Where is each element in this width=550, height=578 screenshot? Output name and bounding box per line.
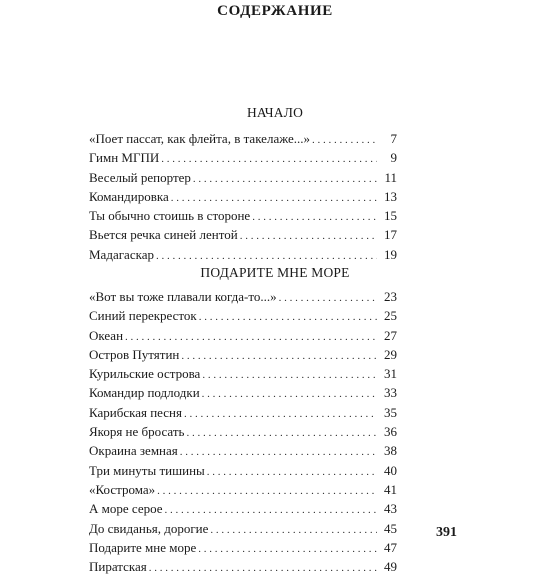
toc-entry-title: «Поет пассат, как флейта, в такелаже...» — [89, 131, 311, 146]
toc-leader-dots — [279, 289, 377, 308]
toc-entry-page: 33 — [384, 385, 397, 401]
toc-entry-title: Веселый репортер — [89, 169, 191, 185]
toc-entry-page: 43 — [384, 501, 397, 517]
toc-leader-dots — [157, 482, 377, 501]
toc-entry-title: Карибская песня — [89, 404, 182, 420]
toc-entry-title: Якоря не бросать — [89, 424, 185, 440]
toc-entry-page: 31 — [384, 366, 397, 382]
toc-entry-title: Ты обычно стоишь в стороне — [89, 208, 251, 224]
toc-entry-page: 49 — [384, 559, 397, 575]
toc-entry — [89, 499, 397, 518]
toc-entry-page: 41 — [384, 481, 397, 497]
toc-entry — [89, 519, 397, 538]
toc-leader-dots — [202, 385, 377, 404]
toc-leader-dots — [240, 227, 377, 246]
toc-leader-dots — [180, 443, 377, 462]
toc-entry-title: Три минуты тишины — [89, 462, 205, 478]
toc-entry-page: 13 — [384, 188, 397, 204]
toc-entry-page: 27 — [384, 327, 397, 343]
toc-entry-title: Командировка — [89, 188, 169, 204]
toc-entry — [89, 461, 397, 480]
toc-entry — [89, 287, 397, 306]
toc-entry — [89, 345, 397, 364]
toc-entry-page: 17 — [384, 227, 397, 243]
toc-entry — [89, 480, 397, 499]
toc-entry-title: Вьется речка синей лентой — [89, 227, 238, 243]
toc-entry-page: 38 — [384, 443, 397, 459]
toc-entry — [89, 364, 397, 383]
toc-entry — [89, 326, 397, 345]
toc-entry-page: 36 — [384, 424, 397, 440]
toc-entry-title: Мадагаскар — [89, 246, 154, 262]
toc-leader-dots — [184, 405, 377, 424]
toc-entry-page: 15 — [384, 208, 397, 224]
toc-entry-title: «Вот вы тоже плавали когда-то...» — [89, 289, 277, 304]
toc-entry — [89, 422, 397, 441]
toc-leader-dots — [202, 366, 377, 385]
toc-entry — [89, 187, 397, 206]
toc-entry-title: Гимн МГПИ — [89, 150, 160, 166]
toc-entry — [89, 306, 397, 325]
toc-leader-dots — [161, 150, 377, 169]
toc-list-nachalo — [89, 129, 397, 264]
toc-entry — [89, 245, 397, 264]
toc-leader-dots — [207, 463, 377, 482]
section-title-nachalo: НАЧАЛО — [246, 105, 304, 120]
toc-entry — [89, 441, 397, 460]
toc-entry-page: 40 — [384, 462, 397, 478]
toc-entry-page: 23 — [384, 289, 397, 304]
toc-entry — [89, 148, 397, 167]
toc-entry-page: 7 — [390, 131, 397, 146]
toc-entry-title: Курильские острова — [89, 366, 201, 382]
toc-entry-page: 19 — [384, 246, 397, 262]
toc-entry — [89, 538, 397, 557]
toc-entry-title: Пиратская — [89, 559, 147, 575]
toc-entry-page: 29 — [384, 346, 397, 362]
toc-leader-dots — [181, 347, 377, 366]
toc-leader-dots — [193, 170, 377, 189]
toc-entry-page: 47 — [384, 539, 397, 555]
toc-entry — [89, 206, 397, 225]
toc-entry-page: 25 — [384, 308, 397, 324]
toc-entry-title: Синий перекресток — [89, 308, 197, 324]
toc-entry — [89, 403, 397, 422]
toc-entry — [89, 557, 397, 576]
toc-leader-dots — [210, 521, 377, 540]
page-number: 391 — [436, 525, 457, 540]
page-title: СОДЕРЖАНИЕ — [217, 3, 333, 19]
toc-entry-title: Окраина земная — [89, 443, 178, 459]
toc-entry-title: До свиданья, дорогие — [89, 520, 209, 536]
toc-entry-title: Командир подлодки — [89, 385, 200, 401]
toc-leader-dots — [312, 131, 377, 150]
toc-entry-title: «Кострома» — [89, 481, 156, 497]
toc-entry-page: 11 — [384, 169, 397, 185]
toc-entry-title: А море серое — [89, 501, 163, 517]
toc-leader-dots — [149, 559, 377, 578]
toc-entry-title: Остров Путятин — [89, 346, 180, 362]
toc-leader-dots — [252, 208, 377, 227]
toc-entry — [89, 383, 397, 402]
toc-leader-dots — [199, 308, 377, 327]
toc-entry-page: 9 — [390, 150, 397, 166]
toc-leader-dots — [186, 424, 377, 443]
toc-entry-page: 35 — [384, 404, 397, 420]
toc-entry-page: 45 — [384, 520, 397, 536]
toc-leader-dots — [156, 247, 377, 266]
toc-entry-title: Подарите мне море — [89, 539, 197, 555]
toc-entry-title: Океан — [89, 327, 124, 343]
toc-entry — [89, 225, 397, 244]
toc-entry — [89, 168, 397, 187]
toc-list-podarite-mne-more — [89, 287, 397, 576]
section-title-podarite-mne-more: ПОДАРИТЕ МНЕ МОРЕ — [200, 265, 350, 280]
toc-entry — [89, 129, 397, 148]
